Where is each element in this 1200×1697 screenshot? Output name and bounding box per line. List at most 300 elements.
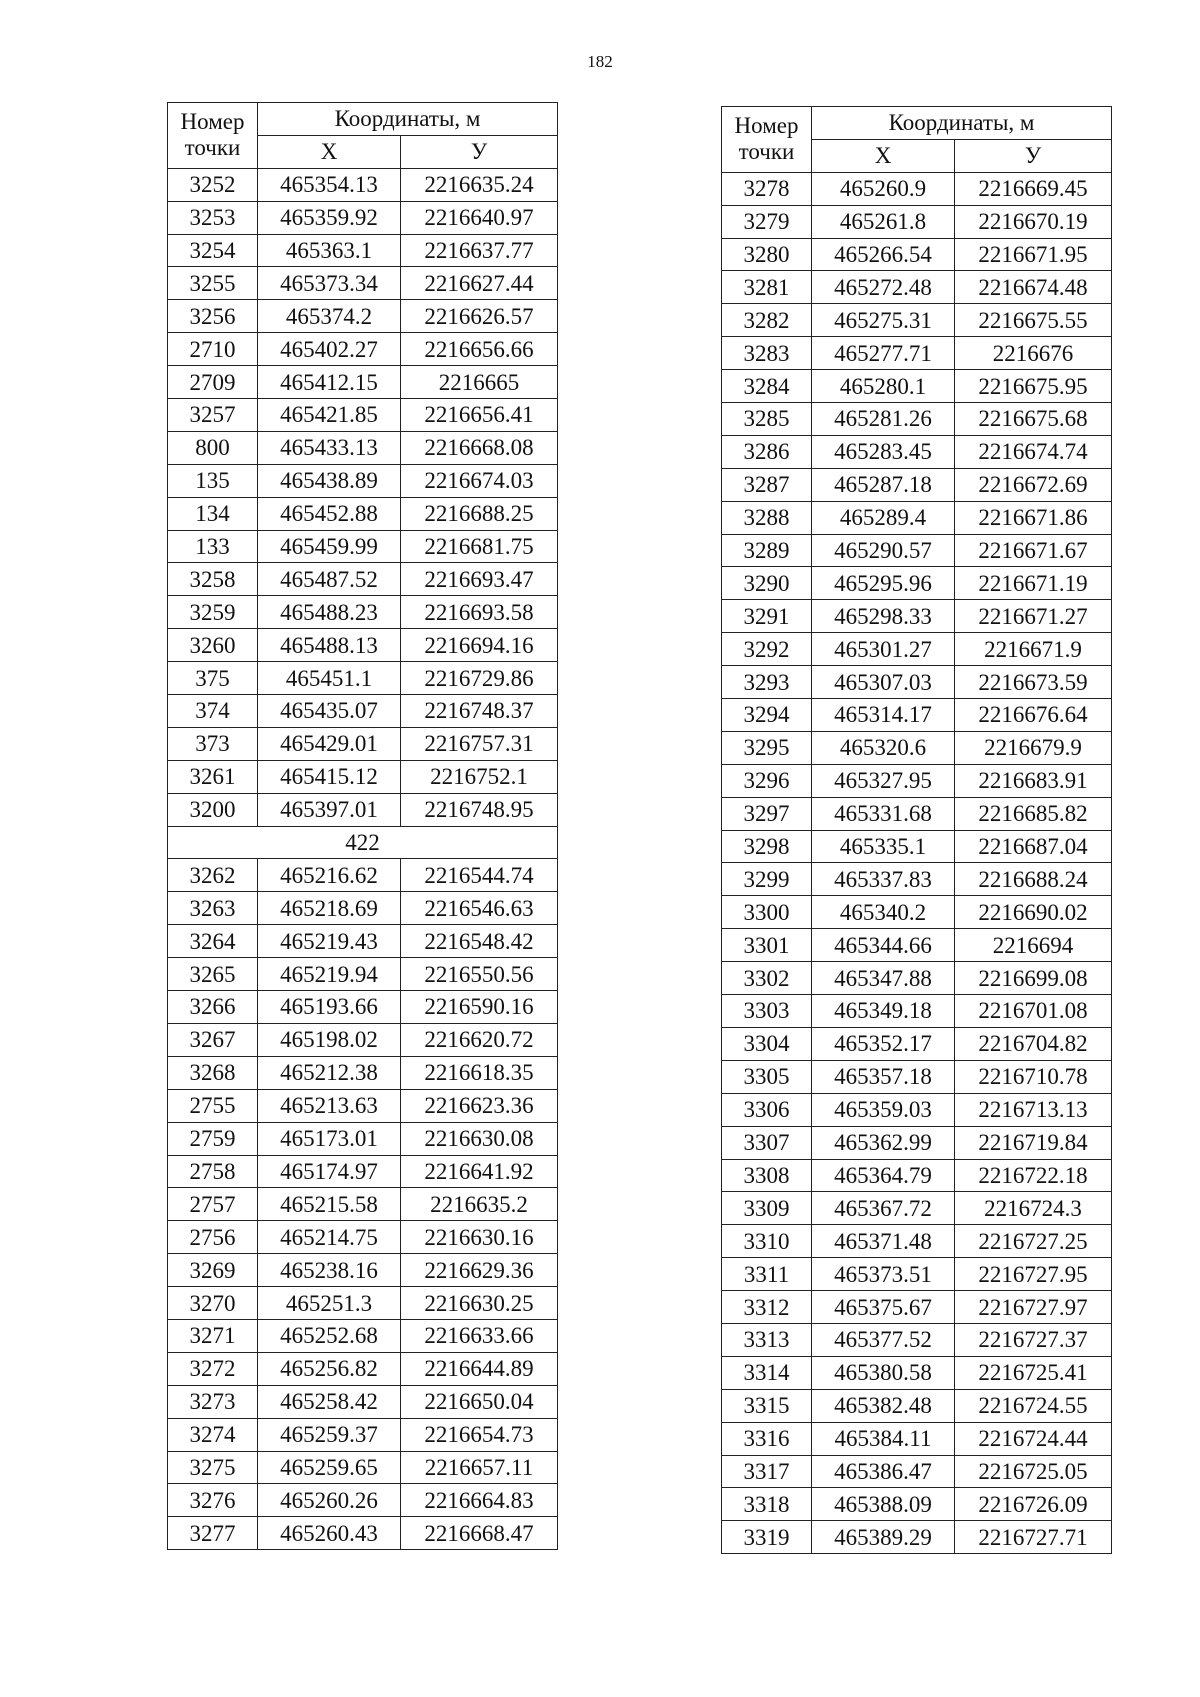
table-row: [722, 995, 1112, 1028]
y-coordinate-cell: 2216665: [401, 366, 558, 399]
point-number-cell: 3279: [722, 205, 812, 238]
point-number-cell: 374: [168, 695, 258, 728]
table-row: [722, 1225, 1112, 1258]
point-number-cell: 3315: [722, 1389, 812, 1422]
y-coordinate-cell: 2216668.08: [401, 431, 558, 464]
x-coordinate-cell: 465301.27: [812, 633, 955, 666]
x-coordinate-cell: 465213.63: [258, 1089, 401, 1122]
table-row: [168, 662, 558, 695]
y-coordinate-cell: 2216675.95: [955, 370, 1112, 403]
table-row: [168, 497, 558, 530]
table-row: [168, 1352, 558, 1385]
table-row: [722, 304, 1112, 337]
x-coordinate-cell: 465216.62: [258, 859, 401, 892]
y-coordinate-cell: 2216727.37: [955, 1323, 1112, 1356]
y-coordinate-cell: 2216671.95: [955, 238, 1112, 271]
y-coordinate-cell: 2216727.97: [955, 1291, 1112, 1324]
point-number-cell: 3274: [168, 1418, 258, 1451]
point-number-cell: 3310: [722, 1225, 812, 1258]
y-coordinate-cell: 2216590.16: [401, 991, 558, 1024]
point-number-cell: 3278: [722, 172, 812, 205]
table-row: [168, 695, 558, 728]
point-number-cell: 3303: [722, 995, 812, 1028]
y-coordinate-cell: 2216673.59: [955, 666, 1112, 699]
x-coordinate-cell: 465349.18: [812, 995, 955, 1028]
x-coordinate-cell: 465335.1: [812, 830, 955, 863]
section-label: 422: [168, 826, 558, 859]
table-row: [722, 699, 1112, 732]
x-coordinate-cell: 465384.11: [812, 1422, 955, 1455]
point-number-cell: 3273: [168, 1385, 258, 1418]
point-number-cell: 3301: [722, 929, 812, 962]
x-coordinate-cell: 465289.4: [812, 501, 955, 534]
y-coordinate-cell: 2216618.35: [401, 1056, 558, 1089]
point-number-cell: 3276: [168, 1484, 258, 1517]
y-header: У: [401, 135, 558, 168]
table-row: [168, 464, 558, 497]
table-row: [722, 896, 1112, 929]
y-coordinate-cell: 2216724.55: [955, 1389, 1112, 1422]
y-coordinate-cell: 2216656.66: [401, 333, 558, 366]
point-number-cell: 3299: [722, 863, 812, 896]
table-row: [168, 859, 558, 892]
y-coordinate-cell: 2216671.67: [955, 534, 1112, 567]
coordinates-table-left: [167, 102, 558, 1550]
point-number-cell: 3290: [722, 567, 812, 600]
x-coordinate-cell: 465290.57: [812, 534, 955, 567]
x-coordinate-cell: 465344.66: [812, 929, 955, 962]
table-row: [168, 431, 558, 464]
y-coordinate-cell: 2216701.08: [955, 995, 1112, 1028]
y-coordinate-cell: 2216671.27: [955, 600, 1112, 633]
y-coordinate-cell: 2216693.47: [401, 563, 558, 596]
point-number-cell: 3257: [168, 399, 258, 432]
point-number-cell: 3293: [722, 666, 812, 699]
point-number-cell: 3317: [722, 1455, 812, 1488]
y-coordinate-cell: 2216674.74: [955, 435, 1112, 468]
point-number-cell: 3288: [722, 501, 812, 534]
y-coordinate-cell: 2216640.97: [401, 201, 558, 234]
point-number-cell: 3287: [722, 468, 812, 501]
table-row: [168, 596, 558, 629]
section-row: [168, 826, 558, 859]
x-coordinate-cell: 465298.33: [812, 600, 955, 633]
table-row: [168, 925, 558, 958]
table-row: [722, 172, 1112, 205]
y-coordinate-cell: 2216694.16: [401, 629, 558, 662]
y-coordinate-cell: 2216671.86: [955, 501, 1112, 534]
table-row: [722, 205, 1112, 238]
x-coordinate-cell: 465357.18: [812, 1060, 955, 1093]
x-coordinate-cell: 465256.82: [258, 1352, 401, 1385]
point-number-cell: 3300: [722, 896, 812, 929]
point-number-cell: 3258: [168, 563, 258, 596]
x-coordinate-cell: 465218.69: [258, 892, 401, 925]
y-coordinate-cell: 2216669.45: [955, 172, 1112, 205]
table-row: [168, 333, 558, 366]
y-coordinate-cell: 2216690.02: [955, 896, 1112, 929]
point-number-cell: 135: [168, 464, 258, 497]
table-row: [722, 468, 1112, 501]
point-number-cell: 3282: [722, 304, 812, 337]
y-coordinate-cell: 2216656.41: [401, 399, 558, 432]
point-number-cell: 3277: [168, 1517, 258, 1550]
table-row: [722, 764, 1112, 797]
point-number-cell: 3268: [168, 1056, 258, 1089]
table-row: [722, 435, 1112, 468]
point-number-cell: 3302: [722, 962, 812, 995]
table-row: [722, 534, 1112, 567]
x-coordinate-cell: 465277.71: [812, 337, 955, 370]
x-coordinate-cell: 465451.1: [258, 662, 401, 695]
table-row: [168, 629, 558, 662]
x-coordinate-cell: 465259.37: [258, 1418, 401, 1451]
y-coordinate-cell: 2216699.08: [955, 962, 1112, 995]
x-coordinate-cell: 465212.38: [258, 1056, 401, 1089]
x-coordinate-cell: 465459.99: [258, 530, 401, 563]
x-coordinate-cell: 465435.07: [258, 695, 401, 728]
y-coordinate-cell: 2216650.04: [401, 1385, 558, 1418]
y-coordinate-cell: 2216548.42: [401, 925, 558, 958]
point-number-cell: 3252: [168, 168, 258, 201]
point-number-cell: 3256: [168, 300, 258, 333]
point-number-cell: 3285: [722, 403, 812, 436]
table-row: [168, 727, 558, 760]
y-coordinate-cell: 2216626.57: [401, 300, 558, 333]
x-coordinate-cell: 465402.27: [258, 333, 401, 366]
y-coordinate-cell: 2216635.24: [401, 168, 558, 201]
point-number-cell: 3265: [168, 958, 258, 991]
y-coordinate-cell: 2216670.19: [955, 205, 1112, 238]
x-coordinate-cell: 465215.58: [258, 1188, 401, 1221]
x-coordinate-cell: 465327.95: [812, 764, 955, 797]
y-coordinate-cell: 2216693.58: [401, 596, 558, 629]
point-number-cell: 3281: [722, 271, 812, 304]
x-coordinate-cell: 465337.83: [812, 863, 955, 896]
y-coordinate-cell: 2216725.41: [955, 1356, 1112, 1389]
x-header: Х: [258, 135, 401, 168]
table-row: [168, 793, 558, 826]
y-coordinate-cell: 2216683.91: [955, 764, 1112, 797]
x-coordinate-cell: 465280.1: [812, 370, 955, 403]
table-row: [168, 1254, 558, 1287]
point-number-cell: 3267: [168, 1023, 258, 1056]
point-number-cell: 3259: [168, 596, 258, 629]
x-coordinate-cell: 465352.17: [812, 1027, 955, 1060]
x-coordinate-cell: 465283.45: [812, 435, 955, 468]
x-coordinate-cell: 465251.3: [258, 1287, 401, 1320]
y-coordinate-cell: 2216679.9: [955, 731, 1112, 764]
table-row: [168, 563, 558, 596]
point-number-cell: 3260: [168, 629, 258, 662]
x-coordinate-cell: 465488.23: [258, 596, 401, 629]
point-number-cell: 3286: [722, 435, 812, 468]
y-coordinate-cell: 2216623.36: [401, 1089, 558, 1122]
x-coordinate-cell: 465173.01: [258, 1122, 401, 1155]
point-number-cell: 2710: [168, 333, 258, 366]
table-row: [168, 1188, 558, 1221]
table-row: [722, 1422, 1112, 1455]
table-row: [722, 1192, 1112, 1225]
x-coordinate-cell: 465219.43: [258, 925, 401, 958]
x-coordinate-cell: 465487.52: [258, 563, 401, 596]
point-number-cell: 3316: [722, 1422, 812, 1455]
point-number-cell: 3291: [722, 600, 812, 633]
point-number-cell: 3269: [168, 1254, 258, 1287]
y-coordinate-cell: 2216671.19: [955, 567, 1112, 600]
point-number-cell: 3297: [722, 797, 812, 830]
y-coordinate-cell: 2216727.71: [955, 1521, 1112, 1554]
point-number-cell: 3304: [722, 1027, 812, 1060]
y-coordinate-cell: 2216641.92: [401, 1155, 558, 1188]
x-coordinate-cell: 465438.89: [258, 464, 401, 497]
point-number-cell: 3308: [722, 1159, 812, 1192]
x-coordinate-cell: 465382.48: [812, 1389, 955, 1422]
point-number-cell: 3270: [168, 1287, 258, 1320]
table-row: [168, 1122, 558, 1155]
y-coordinate-cell: 2216725.05: [955, 1455, 1112, 1488]
y-coordinate-cell: 2216546.63: [401, 892, 558, 925]
x-coordinate-cell: 465260.43: [258, 1517, 401, 1550]
point-number-cell: 3266: [168, 991, 258, 1024]
y-coordinate-cell: 2216675.55: [955, 304, 1112, 337]
table-row: [168, 991, 558, 1024]
point-number-cell: 2759: [168, 1122, 258, 1155]
point-number-cell: 2755: [168, 1089, 258, 1122]
table-row: [722, 567, 1112, 600]
table-row: [722, 1521, 1112, 1554]
point-number-cell: 3307: [722, 1126, 812, 1159]
y-coordinate-cell: 2216710.78: [955, 1060, 1112, 1093]
y-coordinate-cell: 2216729.86: [401, 662, 558, 695]
coordinates-header: Координаты, м: [258, 103, 558, 136]
table-row: [722, 403, 1112, 436]
table-row: [722, 370, 1112, 403]
table-row: [722, 1389, 1112, 1422]
point-number-cell: 375: [168, 662, 258, 695]
x-coordinate-cell: 465347.88: [812, 962, 955, 995]
point-number-cell: 3312: [722, 1291, 812, 1324]
x-coordinate-cell: 465259.65: [258, 1451, 401, 1484]
table-row: [722, 337, 1112, 370]
x-coordinate-cell: 465373.34: [258, 267, 401, 300]
table-row: [722, 633, 1112, 666]
y-coordinate-cell: 2216630.25: [401, 1287, 558, 1320]
x-coordinate-cell: 465362.99: [812, 1126, 955, 1159]
x-coordinate-cell: 465340.2: [812, 896, 955, 929]
table-row: [168, 1056, 558, 1089]
x-coordinate-cell: 465266.54: [812, 238, 955, 271]
x-coordinate-cell: 465272.48: [812, 271, 955, 304]
y-coordinate-cell: 2216727.95: [955, 1258, 1112, 1291]
x-coordinate-cell: 465388.09: [812, 1488, 955, 1521]
x-coordinate-cell: 465174.97: [258, 1155, 401, 1188]
point-number-cell: 3313: [722, 1323, 812, 1356]
table-row: [168, 1418, 558, 1451]
point-number-cell: 3289: [722, 534, 812, 567]
table-row: [168, 1484, 558, 1517]
table-row: [168, 530, 558, 563]
y-coordinate-cell: 2216675.68: [955, 403, 1112, 436]
point-number-cell: 3305: [722, 1060, 812, 1093]
table-row: [168, 958, 558, 991]
y-coordinate-cell: 2216676.64: [955, 699, 1112, 732]
x-coordinate-cell: 465214.75: [258, 1221, 401, 1254]
table-row: [168, 267, 558, 300]
table-row: [722, 1060, 1112, 1093]
table-row: [722, 1126, 1112, 1159]
x-coordinate-cell: 465354.13: [258, 168, 401, 201]
table-row: [722, 1027, 1112, 1060]
x-coordinate-cell: 465314.17: [812, 699, 955, 732]
x-coordinate-cell: 465219.94: [258, 958, 401, 991]
table-row: [168, 1385, 558, 1418]
y-coordinate-cell: 2216688.24: [955, 863, 1112, 896]
x-coordinate-cell: 465389.29: [812, 1521, 955, 1554]
y-coordinate-cell: 2216671.9: [955, 633, 1112, 666]
table-row: [722, 501, 1112, 534]
point-number-cell: 373: [168, 727, 258, 760]
y-coordinate-cell: 2216657.11: [401, 1451, 558, 1484]
x-coordinate-cell: 465275.31: [812, 304, 955, 337]
x-header: Х: [812, 139, 955, 172]
y-coordinate-cell: 2216637.77: [401, 234, 558, 267]
table-row: [722, 830, 1112, 863]
table-row: [722, 1323, 1112, 1356]
x-coordinate-cell: 465375.67: [812, 1291, 955, 1324]
coordinates-header: Координаты, м: [812, 107, 1112, 140]
point-number-cell: 3263: [168, 892, 258, 925]
x-coordinate-cell: 465261.8: [812, 205, 955, 238]
table-row: [168, 300, 558, 333]
point-number-header: Номер точки: [168, 103, 258, 169]
x-coordinate-cell: 465198.02: [258, 1023, 401, 1056]
table-row: [168, 892, 558, 925]
point-number-cell: 3272: [168, 1352, 258, 1385]
x-coordinate-cell: 465380.58: [812, 1356, 955, 1389]
y-coordinate-cell: 2216704.82: [955, 1027, 1112, 1060]
table-row: [722, 1455, 1112, 1488]
point-number-cell: 3314: [722, 1356, 812, 1389]
table-row: [168, 168, 558, 201]
x-coordinate-cell: 465281.26: [812, 403, 955, 436]
x-coordinate-cell: 465295.96: [812, 567, 955, 600]
point-number-cell: 3283: [722, 337, 812, 370]
x-coordinate-cell: 465377.52: [812, 1323, 955, 1356]
point-number-cell: 3309: [722, 1192, 812, 1225]
table-row: [722, 1159, 1112, 1192]
x-coordinate-cell: 465193.66: [258, 991, 401, 1024]
table-row: [168, 201, 558, 234]
y-coordinate-cell: 2216674.03: [401, 464, 558, 497]
table-row: [722, 929, 1112, 962]
table-row: [722, 271, 1112, 304]
table-row: [168, 1155, 558, 1188]
point-number-cell: 3298: [722, 830, 812, 863]
x-coordinate-cell: 465307.03: [812, 666, 955, 699]
point-number-cell: 2756: [168, 1221, 258, 1254]
table-row: [168, 1221, 558, 1254]
point-number-cell: 3319: [722, 1521, 812, 1554]
point-number-cell: 3295: [722, 731, 812, 764]
y-coordinate-cell: 2216620.72: [401, 1023, 558, 1056]
table-row: [722, 1356, 1112, 1389]
x-coordinate-cell: 465363.1: [258, 234, 401, 267]
x-coordinate-cell: 465452.88: [258, 497, 401, 530]
x-coordinate-cell: 465421.85: [258, 399, 401, 432]
x-coordinate-cell: 465359.92: [258, 201, 401, 234]
y-coordinate-cell: 2216719.84: [955, 1126, 1112, 1159]
y-coordinate-cell: 2216713.13: [955, 1093, 1112, 1126]
x-coordinate-cell: 465260.9: [812, 172, 955, 205]
point-number-cell: 2758: [168, 1155, 258, 1188]
point-number-cell: 3306: [722, 1093, 812, 1126]
x-coordinate-cell: 465386.47: [812, 1455, 955, 1488]
y-coordinate-cell: 2216629.36: [401, 1254, 558, 1287]
y-coordinate-cell: 2216748.37: [401, 695, 558, 728]
point-number-cell: 3311: [722, 1258, 812, 1291]
table-row: [168, 1451, 558, 1484]
point-number-cell: 3296: [722, 764, 812, 797]
table-row: [722, 863, 1112, 896]
table-row: [722, 1488, 1112, 1521]
point-number-cell: 3284: [722, 370, 812, 403]
y-coordinate-cell: 2216674.48: [955, 271, 1112, 304]
point-number-cell: 3261: [168, 760, 258, 793]
table-row: [168, 234, 558, 267]
x-coordinate-cell: 465287.18: [812, 468, 955, 501]
point-number-cell: 3292: [722, 633, 812, 666]
point-number-cell: 3280: [722, 238, 812, 271]
y-coordinate-cell: 2216633.66: [401, 1319, 558, 1352]
table-row: [168, 366, 558, 399]
x-coordinate-cell: 465373.51: [812, 1258, 955, 1291]
coordinates-table-right: [721, 106, 1112, 1554]
y-coordinate-cell: 2216757.31: [401, 727, 558, 760]
x-coordinate-cell: 465374.2: [258, 300, 401, 333]
table-row: [168, 399, 558, 432]
y-coordinate-cell: 2216688.25: [401, 497, 558, 530]
point-number-cell: 3200: [168, 793, 258, 826]
point-number-cell: 3254: [168, 234, 258, 267]
x-coordinate-cell: 465367.72: [812, 1192, 955, 1225]
table-row: [722, 1258, 1112, 1291]
y-coordinate-cell: 2216668.47: [401, 1517, 558, 1550]
x-coordinate-cell: 465429.01: [258, 727, 401, 760]
table-row: [168, 1319, 558, 1352]
point-number-cell: 133: [168, 530, 258, 563]
point-number-header: Номер точки: [722, 107, 812, 173]
point-number-cell: 800: [168, 431, 258, 464]
y-header: У: [955, 139, 1112, 172]
x-coordinate-cell: 465488.13: [258, 629, 401, 662]
table-row: [722, 600, 1112, 633]
y-coordinate-cell: 2216694: [955, 929, 1112, 962]
point-number-cell: 3318: [722, 1488, 812, 1521]
y-coordinate-cell: 2216752.1: [401, 760, 558, 793]
y-coordinate-cell: 2216727.25: [955, 1225, 1112, 1258]
table-row: [168, 1023, 558, 1056]
table-row: [722, 731, 1112, 764]
page-number: 182: [587, 52, 613, 71]
table-row: [168, 1089, 558, 1122]
y-coordinate-cell: 2216627.44: [401, 267, 558, 300]
table-row: [722, 238, 1112, 271]
x-coordinate-cell: 465238.16: [258, 1254, 401, 1287]
point-number-cell: 3262: [168, 859, 258, 892]
table-row: [168, 1287, 558, 1320]
table-row: [722, 1093, 1112, 1126]
